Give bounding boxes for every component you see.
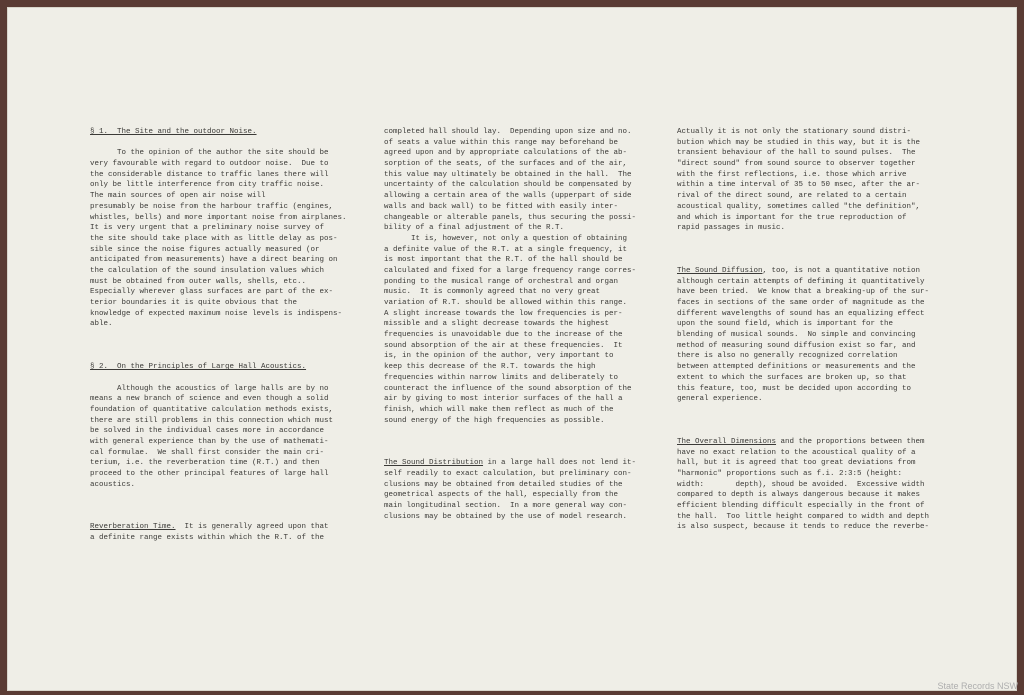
text-line <box>384 277 636 288</box>
text-line <box>90 202 347 213</box>
line-text: is also suspect, because it tends to reduce the reverbe- <box>677 523 930 532</box>
text-line <box>90 351 347 362</box>
line-text: within a time interval of 35 to 50 msec, after the ar- <box>677 181 921 190</box>
text-line <box>677 405 929 416</box>
line-text: a definite range exists within which the R.T. of the <box>90 534 325 543</box>
line-text: walls and back wall) to be fitted with easily inter- <box>384 202 619 211</box>
text-line <box>677 373 929 384</box>
text-line <box>384 159 636 170</box>
text-line <box>384 213 636 224</box>
text-line <box>384 351 636 362</box>
text-line <box>384 458 636 469</box>
line-text: variation of R.T. should be allowed within this range. <box>384 299 628 307</box>
line-text: calculated and fixed for a large frequency range corres- <box>384 266 637 275</box>
line-text: "direct sound" from sound source to observer together <box>677 160 916 169</box>
line-text: blending of musical sounds. No simple and convincing <box>677 331 916 340</box>
text-line <box>384 416 636 427</box>
text-line <box>384 170 636 181</box>
text-line <box>677 159 929 170</box>
text-line <box>90 170 347 181</box>
text-line <box>90 159 347 170</box>
line-text: the hall. Too little height compared to width and depth <box>677 512 930 521</box>
line-text: To the opinion of the author the site should be <box>90 149 329 158</box>
line-text: sible since the noise figures actually measured (or <box>90 245 320 254</box>
text-line <box>677 490 929 501</box>
text-line <box>677 245 929 256</box>
line-text: bility of a final adjustment of the R.T. <box>384 224 565 233</box>
text-line <box>90 223 347 234</box>
section-heading: The Sound Diffusion <box>677 266 763 275</box>
text-line <box>90 127 347 138</box>
text-line <box>384 490 636 501</box>
text-line <box>384 362 636 373</box>
line-text: compared to depth is always dangerous because it makes <box>677 491 921 500</box>
line-text: extent to which the surfaces are broken up, so that <box>677 373 907 382</box>
text-line <box>384 245 636 256</box>
line-text: ponding to the musical range of orchestral and organ <box>384 277 619 286</box>
text-line <box>90 234 347 245</box>
text-line <box>677 416 929 427</box>
line-text: sorption of the seats, of the surfaces and of the air, <box>384 160 628 169</box>
line-text: frequencies is unavoidable due to the increase of the <box>384 331 623 340</box>
text-line <box>677 522 929 533</box>
text-line <box>384 469 636 480</box>
text-line <box>90 416 347 427</box>
line-text: between attempted definitions or measurements and the <box>677 363 916 372</box>
text-line <box>90 394 347 405</box>
line-text: and the proportions between them <box>776 437 925 446</box>
line-text: sound energy of the high frequencies as possible. <box>384 416 605 425</box>
text-line <box>90 277 347 288</box>
section-heading: The Overall Dimensions <box>677 437 777 446</box>
line-text: geometrical aspects of the hall, especially from the <box>384 491 619 500</box>
text-line <box>677 223 929 234</box>
line-text: with the first reflections, i.e. those which arrive <box>677 170 907 179</box>
text-line <box>90 469 347 480</box>
line-text: whistles, bells) and more important noise from airplanes. <box>90 213 347 222</box>
text-line <box>384 319 636 330</box>
text-line <box>90 384 347 395</box>
text-line <box>677 426 929 437</box>
line-text: acoustics. <box>90 480 136 489</box>
line-text: terior boundaries it is quite obvious that the <box>90 299 298 307</box>
line-text: frequencies within narrow limits and deliberately to <box>384 373 619 382</box>
text-line <box>677 319 929 330</box>
line-text: have no exact relation to the acoustical quality of a <box>677 448 916 457</box>
text-line <box>677 180 929 191</box>
line-text: clusions may be obtained from detailed studies of the <box>384 480 623 489</box>
line-text: Although the acoustics of large halls are by no <box>90 384 329 393</box>
line-text: be solved in the individual cases more in accordance <box>90 427 325 436</box>
text-line <box>384 341 636 352</box>
line-text: is, in the opinion of the author, very important to <box>384 352 614 361</box>
text-line <box>90 533 347 544</box>
line-text: missible and a slight decrease towards the highest <box>384 320 610 329</box>
section-heading: § 2. On the Principles of Large Hall Acoustics. <box>90 363 307 372</box>
line-text: acoustical quality, sometimes called "the definition", <box>677 202 921 211</box>
text-line <box>384 298 636 309</box>
text-line <box>677 191 929 202</box>
line-text: cal formulae. We shall first consider the main cri- <box>90 448 325 457</box>
text-line <box>90 255 347 266</box>
text-line <box>90 309 347 320</box>
text-line <box>90 448 347 459</box>
text-line <box>384 202 636 213</box>
text-line <box>90 330 347 341</box>
text-line <box>90 298 347 309</box>
text-line <box>90 213 347 224</box>
line-text: in a large hall does not lend it- <box>483 459 637 468</box>
text-line <box>677 234 929 245</box>
text-column-right <box>677 127 929 533</box>
text-line <box>384 512 636 523</box>
text-line <box>677 480 929 491</box>
text-line <box>384 266 636 277</box>
line-text: allowing a certain area of the walls (upperpart of side <box>384 192 632 201</box>
text-column-middle <box>384 127 636 522</box>
line-text: efficient blending difficult especially in the front of <box>677 502 925 511</box>
text-line <box>90 458 347 469</box>
text-line <box>90 522 347 533</box>
text-line <box>677 298 929 309</box>
line-text: , too, is not a quantitative notion <box>762 266 921 275</box>
text-line <box>677 202 929 213</box>
text-line <box>677 448 929 459</box>
text-line <box>90 266 347 277</box>
line-text: method of measuring sound diffusion exist so far, and <box>677 341 916 350</box>
text-line <box>90 512 347 523</box>
text-line <box>90 191 347 202</box>
text-line <box>677 351 929 362</box>
line-text: faces in sections of the same order of magnitude as the <box>677 299 925 307</box>
text-line <box>384 127 636 138</box>
line-text: Especially wherever glass surfaces are part of the ex- <box>90 288 334 297</box>
text-line <box>384 437 636 448</box>
line-text: upon the sound field, which is important for the <box>677 320 894 329</box>
line-text: A slight increase towards the low frequencies is per- <box>384 309 623 318</box>
line-text: very favourable with regard to outdoor noise. Due to <box>90 160 329 169</box>
text-line <box>384 480 636 491</box>
text-line <box>384 180 636 191</box>
line-text: uncertainty of the calculation should be compensated by <box>384 181 632 190</box>
line-text: rival of the direct sound, are related to a certain <box>677 192 907 201</box>
text-line <box>90 245 347 256</box>
line-text: main longitudinal section. In a more general way con- <box>384 502 628 511</box>
line-text: foundation of quantitative calculation methods exists, <box>90 405 334 414</box>
text-line <box>384 330 636 341</box>
text-line <box>384 309 636 320</box>
line-text: have been tried. We know that a breaking-up of the sur- <box>677 288 930 297</box>
text-line <box>90 319 347 330</box>
text-line <box>677 148 929 159</box>
line-text: The main sources of open air noise will <box>90 192 266 201</box>
line-text: knowledge of expected maximum noise levels is indispens- <box>90 309 343 318</box>
text-line <box>90 373 347 384</box>
text-line <box>384 426 636 437</box>
line-text: must be obtained from outer walls, shells, etc.. <box>90 277 307 286</box>
line-text: although certain attempts of defiming it quantitatively <box>677 277 925 286</box>
text-line <box>90 180 347 191</box>
text-line <box>384 234 636 245</box>
text-line <box>677 287 929 298</box>
text-line <box>384 373 636 384</box>
text-line <box>677 138 929 149</box>
text-line <box>90 138 347 149</box>
text-line <box>384 255 636 266</box>
text-line <box>90 148 347 159</box>
line-text: agreed upon and by appropriate calculations of the ab- <box>384 149 628 158</box>
text-line <box>384 448 636 459</box>
line-text: anticipated from measurements) have a direct bearing on <box>90 256 338 265</box>
line-text: It is very urgent that a preliminary noise survey of <box>90 224 325 233</box>
text-line <box>90 490 347 501</box>
text-line <box>90 480 347 491</box>
line-text: width: depth), shoud be avoided. Excessive width <box>677 480 925 489</box>
text-line <box>677 277 929 288</box>
line-text: sound absorption of the air at these frequencies. It <box>384 341 623 350</box>
line-text: keep this decrease of the R.T. towards the high <box>384 363 596 372</box>
text-line <box>677 309 929 320</box>
line-text: terium, i.e. the reverberation time (R.T.) and then <box>90 459 320 468</box>
text-line <box>384 405 636 416</box>
text-line <box>90 287 347 298</box>
text-line <box>90 426 347 437</box>
line-text: general experience. <box>677 395 763 404</box>
text-line <box>384 394 636 405</box>
text-line <box>384 384 636 395</box>
text-line <box>90 405 347 416</box>
line-text: counteract the influence of the sound absorption of the <box>384 384 632 393</box>
text-line <box>384 223 636 234</box>
line-text: presumably be noise from the harbour traffic (engines, <box>90 202 334 211</box>
text-line <box>90 362 347 373</box>
line-text: air by giving to most interior surfaces of the hall a <box>384 395 623 404</box>
section-heading: Reverberation Time. <box>90 523 176 532</box>
line-text: hall, but it is agreed that too great deviations from <box>677 459 916 468</box>
line-text: and which is important for the true reproduction of <box>677 213 907 222</box>
text-line <box>677 266 929 277</box>
section-heading: The Sound Distribution <box>384 459 484 468</box>
line-text: the considerable distance to traffic lanes there will <box>90 170 329 179</box>
text-line <box>677 330 929 341</box>
line-text: this value may ultimately be obtained in the hall. The <box>384 170 632 179</box>
text-line <box>677 341 929 352</box>
text-line <box>677 394 929 405</box>
text-line <box>677 437 929 448</box>
text-line <box>90 341 347 352</box>
line-text: able. <box>90 320 113 329</box>
text-line <box>677 213 929 224</box>
text-line <box>677 362 929 373</box>
text-line <box>90 437 347 448</box>
text-line <box>677 469 929 480</box>
line-text: completed hall should lay. Depending upon size and no. <box>384 128 632 136</box>
section-heading: § 1. The Site and the outdoor Noise. <box>90 128 257 136</box>
line-text: "harmonic" proportions such as f.i. 2:3:5 (height: <box>677 470 903 478</box>
text-line <box>384 287 636 298</box>
line-text: It is, however, not only a question of obtaining <box>384 234 628 243</box>
line-text: with general experience than by the use of mathemati- <box>90 437 329 446</box>
line-text: this feature, too, must be decided upon according to <box>677 384 912 393</box>
text-line <box>384 138 636 149</box>
line-text: music. It is commonly agreed that no very great <box>384 288 601 297</box>
line-text: It is generally agreed upon that <box>175 523 329 532</box>
line-text: there are still problems in this connection which must <box>90 416 334 425</box>
line-text: bution which may be studied in this way, but it is the <box>677 138 921 147</box>
line-text: rapid passages in music. <box>677 224 786 233</box>
text-line <box>384 148 636 159</box>
line-text: only be little interference from city traffic noise. <box>90 181 325 190</box>
text-line <box>677 384 929 395</box>
line-text: transient behaviour of the hall to sound pulses. The <box>677 149 916 158</box>
line-text: there is also no generally recognized correlation <box>677 352 898 361</box>
document-page <box>7 7 1017 691</box>
text-line <box>677 170 929 181</box>
line-text: changeable or alterable panels, thus securing the possi- <box>384 213 637 222</box>
line-text: finish, which will make them reflect as much of the <box>384 405 614 414</box>
text-line <box>677 255 929 266</box>
text-line <box>677 127 929 138</box>
line-text: means a new branch of science and even though a solid <box>90 395 329 404</box>
text-line <box>384 501 636 512</box>
line-text: self readily to exact calculation, but preliminary con- <box>384 470 632 478</box>
line-text: clusions may be obtained by the use of model research. <box>384 512 628 521</box>
text-line <box>677 458 929 469</box>
line-text: the calculation of the sound insulation values which <box>90 266 325 275</box>
line-text: a definite value of the R.T. at a single frequency, it <box>384 245 628 254</box>
archive-credit: State Records NSW <box>937 681 1018 691</box>
line-text: is most important that the R.T. of the hall should be <box>384 256 623 265</box>
line-text: different wavelengths of sound has an equalizing effect <box>677 309 925 318</box>
text-line <box>677 501 929 512</box>
line-text: the site should take place with as little delay as pos- <box>90 234 338 243</box>
line-text: of seats a value within this range may beforehand be <box>384 138 619 147</box>
text-line <box>90 501 347 512</box>
text-column-left <box>90 127 347 544</box>
line-text: Actually it is not only the stationary sound distri- <box>677 128 912 136</box>
line-text: proceed to the other principal features of large hall <box>90 470 329 478</box>
text-line <box>384 191 636 202</box>
text-line <box>677 512 929 523</box>
